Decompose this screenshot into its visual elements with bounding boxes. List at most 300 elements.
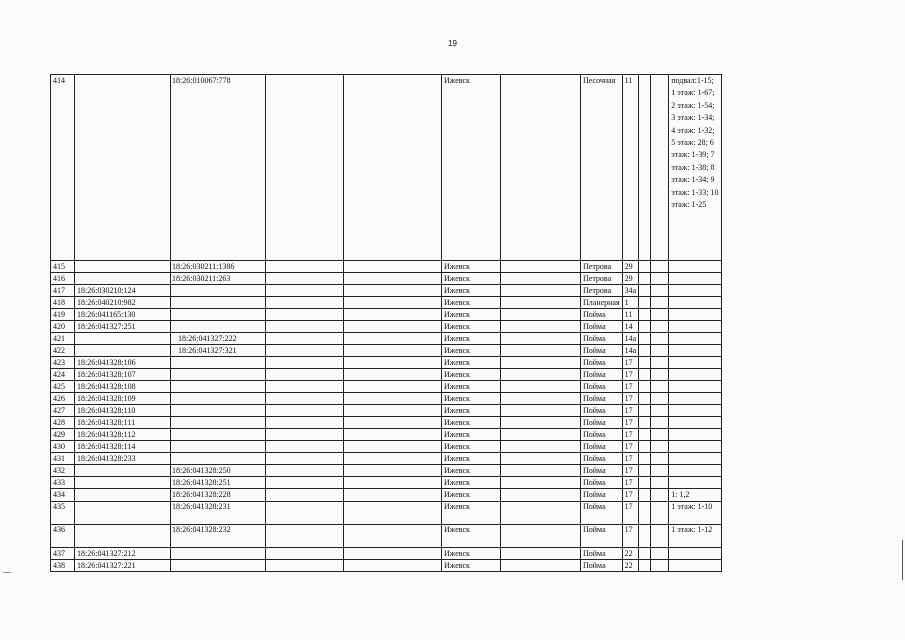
- empty-cell: [651, 417, 669, 429]
- street-cell: Пойма: [581, 548, 623, 560]
- table-row: [51, 429, 722, 441]
- cadastral-number-a-cell: 18:26:041328:107: [75, 369, 171, 381]
- empty-cell: [651, 75, 669, 261]
- cadastral-number-b-cell: [171, 321, 266, 333]
- empty-cell: [344, 453, 442, 465]
- row-number-cell: 420: [51, 321, 75, 333]
- empty-cell: [651, 477, 669, 489]
- row-number-cell: 417: [51, 285, 75, 297]
- empty-cell: [651, 393, 669, 405]
- premises-note-cell: [669, 321, 722, 333]
- empty-cell: [639, 477, 651, 489]
- empty-cell: [501, 309, 581, 321]
- table-row: [51, 405, 722, 417]
- city-cell: Ижевск: [442, 261, 501, 273]
- empty-cell: [651, 489, 669, 502]
- table-row: [51, 465, 722, 477]
- premises-note-cell: [669, 441, 722, 453]
- premises-note-cell: [669, 345, 722, 357]
- street-cell: Пойма: [581, 441, 623, 453]
- empty-cell: [266, 297, 344, 309]
- house-number-cell: 17: [622, 465, 639, 477]
- premises-note-cell: [669, 297, 722, 309]
- table-row: [51, 285, 722, 297]
- cadastral-number-a-cell: [75, 502, 171, 525]
- house-number-cell: 11: [622, 75, 639, 261]
- cadastral-number-b-cell: 18:26:030211:263: [171, 273, 266, 285]
- cadastral-number-b-cell: [171, 405, 266, 417]
- table-row: [51, 273, 722, 285]
- premises-note-cell: [669, 560, 722, 572]
- empty-cell: [501, 405, 581, 417]
- house-number-cell: 17: [622, 393, 639, 405]
- empty-cell: [639, 333, 651, 345]
- premises-note-cell: подвал:1-15; 1 этаж: 1-67; 2 этаж: 1-54; 3 этаж: 1-34; 4 этаж: 1-32; 5 этаж: 28; 6 этаж: 1-39; 7 этаж: 1-38; 8 этаж: 1-34; 9 этаж: 1-33; 10 этаж: 1-25: [669, 75, 722, 261]
- street-cell: Пойма: [581, 357, 623, 369]
- city-cell: Ижевск: [442, 548, 501, 560]
- cadastral-number-b-cell: 18:26:041328:251: [171, 477, 266, 489]
- table-row: [51, 502, 722, 525]
- table-row: [51, 525, 722, 548]
- street-cell: Пойма: [581, 393, 623, 405]
- cadastral-number-a-cell: 18:26:041327:212: [75, 548, 171, 560]
- page-number: 19: [448, 39, 457, 48]
- empty-cell: [639, 525, 651, 548]
- house-number-cell: 11: [622, 309, 639, 321]
- empty-cell: [344, 477, 442, 489]
- table-row: [51, 489, 722, 502]
- cadastral-number-a-cell: 18:26:041165:130: [75, 309, 171, 321]
- empty-cell: [344, 357, 442, 369]
- house-number-cell: 14а: [622, 333, 639, 345]
- empty-cell: [344, 489, 442, 502]
- row-number-cell: 422: [51, 345, 75, 357]
- empty-cell: [639, 309, 651, 321]
- empty-cell: [639, 369, 651, 381]
- empty-cell: [651, 441, 669, 453]
- cadastral-number-a-cell: [75, 465, 171, 477]
- empty-cell: [639, 345, 651, 357]
- cadastral-number-b-cell: 18:26:041328:232: [171, 525, 266, 548]
- street-cell: Пойма: [581, 321, 623, 333]
- empty-cell: [344, 309, 442, 321]
- empty-cell: [266, 357, 344, 369]
- cadastral-number-b-cell: 18:26:041328:250: [171, 465, 266, 477]
- city-cell: Ижевск: [442, 309, 501, 321]
- empty-cell: [639, 75, 651, 261]
- cadastral-number-a-cell: 18:26:041328:114: [75, 441, 171, 453]
- cadastral-number-a-cell: 18:26:041328:109: [75, 393, 171, 405]
- empty-cell: [651, 273, 669, 285]
- premises-note-cell: [669, 393, 722, 405]
- empty-cell: [344, 441, 442, 453]
- empty-cell: [651, 548, 669, 560]
- cadastral-number-b-cell: [171, 393, 266, 405]
- empty-cell: [501, 285, 581, 297]
- empty-cell: [501, 548, 581, 560]
- premises-note-cell: [669, 548, 722, 560]
- row-number-cell: 431: [51, 453, 75, 465]
- empty-cell: [651, 309, 669, 321]
- empty-cell: [639, 273, 651, 285]
- house-number-cell: 17: [622, 369, 639, 381]
- empty-cell: [266, 560, 344, 572]
- empty-cell: [651, 381, 669, 393]
- empty-cell: [266, 261, 344, 273]
- empty-cell: [344, 345, 442, 357]
- table-body: [51, 75, 722, 572]
- empty-cell: [501, 297, 581, 309]
- empty-cell: [501, 489, 581, 502]
- city-cell: Ижевск: [442, 405, 501, 417]
- empty-cell: [266, 502, 344, 525]
- cadastral-number-b-cell: 18:26:041327:321: [171, 345, 266, 357]
- empty-cell: [639, 489, 651, 502]
- house-number-cell: 29: [622, 273, 639, 285]
- empty-cell: [639, 261, 651, 273]
- empty-cell: [501, 429, 581, 441]
- house-number-cell: 17: [622, 429, 639, 441]
- city-cell: Ижевск: [442, 453, 501, 465]
- street-cell: Пойма: [581, 502, 623, 525]
- empty-cell: [266, 345, 344, 357]
- row-number-cell: 418: [51, 297, 75, 309]
- row-number-cell: 421: [51, 333, 75, 345]
- empty-cell: [501, 465, 581, 477]
- city-cell: Ижевск: [442, 502, 501, 525]
- cadastral-number-a-cell: 18:26:030210:124: [75, 285, 171, 297]
- empty-cell: [639, 453, 651, 465]
- row-number-cell: 435: [51, 502, 75, 525]
- row-number-cell: 433: [51, 477, 75, 489]
- cadastral-number-b-cell: [171, 297, 266, 309]
- city-cell: Ижевск: [442, 429, 501, 441]
- register-table: [50, 74, 722, 572]
- cadastral-number-b-cell: [171, 453, 266, 465]
- row-number-cell: 427: [51, 405, 75, 417]
- empty-cell: [344, 417, 442, 429]
- house-number-cell: 22: [622, 560, 639, 572]
- cadastral-number-b-cell: 18:26:030211:1386: [171, 261, 266, 273]
- scan-margin-mark: [3, 572, 11, 573]
- empty-cell: [266, 321, 344, 333]
- table-row: [51, 548, 722, 560]
- empty-cell: [501, 345, 581, 357]
- empty-cell: [266, 369, 344, 381]
- row-number-cell: 432: [51, 465, 75, 477]
- empty-cell: [501, 453, 581, 465]
- cadastral-number-b-cell: [171, 285, 266, 297]
- row-number-cell: 425: [51, 381, 75, 393]
- cadastral-number-b-cell: [171, 309, 266, 321]
- empty-cell: [344, 369, 442, 381]
- cadastral-number-a-cell: 18:26:041328:233: [75, 453, 171, 465]
- empty-cell: [501, 502, 581, 525]
- empty-cell: [266, 405, 344, 417]
- premises-note-cell: [669, 477, 722, 489]
- empty-cell: [266, 477, 344, 489]
- empty-cell: [501, 321, 581, 333]
- cadastral-number-b-cell: [171, 429, 266, 441]
- empty-cell: [639, 429, 651, 441]
- premises-note-cell: 1 этаж: 1-10: [669, 502, 722, 525]
- house-number-cell: 17: [622, 381, 639, 393]
- empty-cell: [344, 525, 442, 548]
- cadastral-number-a-cell: 18:26:041328:106: [75, 357, 171, 369]
- street-cell: Пойма: [581, 405, 623, 417]
- premises-note-cell: [669, 309, 722, 321]
- empty-cell: [344, 381, 442, 393]
- empty-cell: [651, 357, 669, 369]
- empty-cell: [501, 560, 581, 572]
- empty-cell: [501, 369, 581, 381]
- empty-cell: [639, 502, 651, 525]
- table-row: [51, 345, 722, 357]
- table-row: [51, 297, 722, 309]
- city-cell: Ижевск: [442, 489, 501, 502]
- row-number-cell: 419: [51, 309, 75, 321]
- table-row: [51, 333, 722, 345]
- empty-cell: [501, 261, 581, 273]
- premises-note-cell: [669, 369, 722, 381]
- row-number-cell: 436: [51, 525, 75, 548]
- cadastral-number-a-cell: [75, 273, 171, 285]
- empty-cell: [651, 405, 669, 417]
- empty-cell: [639, 357, 651, 369]
- city-cell: Ижевск: [442, 441, 501, 453]
- empty-cell: [344, 393, 442, 405]
- empty-cell: [651, 429, 669, 441]
- cadastral-number-a-cell: [75, 333, 171, 345]
- empty-cell: [344, 333, 442, 345]
- house-number-cell: 17: [622, 477, 639, 489]
- empty-cell: [266, 465, 344, 477]
- premises-note-cell: [669, 405, 722, 417]
- empty-cell: [501, 381, 581, 393]
- row-number-cell: 424: [51, 369, 75, 381]
- empty-cell: [266, 273, 344, 285]
- row-number-cell: 426: [51, 393, 75, 405]
- empty-cell: [344, 429, 442, 441]
- cadastral-number-a-cell: 18:26:041328:108: [75, 381, 171, 393]
- cadastral-number-a-cell: [75, 75, 171, 261]
- table-row: [51, 75, 722, 261]
- table-row: [51, 441, 722, 453]
- house-number-cell: 17: [622, 405, 639, 417]
- house-number-cell: 22: [622, 548, 639, 560]
- empty-cell: [266, 548, 344, 560]
- premises-note-cell: [669, 273, 722, 285]
- empty-cell: [639, 381, 651, 393]
- city-cell: Ижевск: [442, 525, 501, 548]
- cadastral-number-b-cell: [171, 417, 266, 429]
- empty-cell: [651, 285, 669, 297]
- city-cell: Ижевск: [442, 417, 501, 429]
- house-number-cell: 34а: [622, 285, 639, 297]
- cadastral-number-b-cell: [171, 357, 266, 369]
- empty-cell: [501, 477, 581, 489]
- empty-cell: [266, 333, 344, 345]
- premises-note-cell: [669, 357, 722, 369]
- empty-cell: [651, 453, 669, 465]
- street-cell: Пойма: [581, 489, 623, 502]
- row-number-cell: 438: [51, 560, 75, 572]
- empty-cell: [266, 441, 344, 453]
- empty-cell: [344, 297, 442, 309]
- empty-cell: [266, 75, 344, 261]
- house-number-cell: 17: [622, 525, 639, 548]
- empty-cell: [639, 297, 651, 309]
- cadastral-number-b-cell: [171, 548, 266, 560]
- empty-cell: [651, 333, 669, 345]
- empty-cell: [651, 465, 669, 477]
- city-cell: Ижевск: [442, 333, 501, 345]
- premises-note-cell: 1: 1,2: [669, 489, 722, 502]
- city-cell: Ижевск: [442, 273, 501, 285]
- street-cell: Пойма: [581, 429, 623, 441]
- empty-cell: [651, 560, 669, 572]
- empty-cell: [266, 309, 344, 321]
- empty-cell: [266, 393, 344, 405]
- house-number-cell: 17: [622, 502, 639, 525]
- premises-note-cell: [669, 285, 722, 297]
- table-row: [51, 393, 722, 405]
- premises-note-cell: [669, 261, 722, 273]
- street-cell: Пойма: [581, 465, 623, 477]
- empty-cell: [651, 369, 669, 381]
- row-number-cell: 416: [51, 273, 75, 285]
- empty-cell: [651, 525, 669, 548]
- empty-cell: [266, 525, 344, 548]
- empty-cell: [639, 285, 651, 297]
- empty-cell: [639, 417, 651, 429]
- empty-cell: [344, 560, 442, 572]
- table-row: [51, 261, 722, 273]
- empty-cell: [639, 465, 651, 477]
- table-row: [51, 369, 722, 381]
- empty-cell: [651, 345, 669, 357]
- city-cell: Ижевск: [442, 465, 501, 477]
- cadastral-number-a-cell: 18:26:041328:110: [75, 405, 171, 417]
- house-number-cell: 14: [622, 321, 639, 333]
- empty-cell: [639, 405, 651, 417]
- cadastral-number-a-cell: [75, 489, 171, 502]
- scan-edge-mark: [902, 540, 903, 580]
- row-number-cell: 415: [51, 261, 75, 273]
- empty-cell: [501, 441, 581, 453]
- empty-cell: [344, 502, 442, 525]
- city-cell: Ижевск: [442, 369, 501, 381]
- empty-cell: [651, 321, 669, 333]
- house-number-cell: 1: [622, 297, 639, 309]
- empty-cell: [344, 273, 442, 285]
- street-cell: Пойма: [581, 453, 623, 465]
- city-cell: Ижевск: [442, 321, 501, 333]
- house-number-cell: 17: [622, 441, 639, 453]
- empty-cell: [651, 502, 669, 525]
- row-number-cell: 423: [51, 357, 75, 369]
- table-row: [51, 453, 722, 465]
- premises-note-cell: 1 этаж: 1-12: [669, 525, 722, 548]
- cadastral-number-b-cell: [171, 381, 266, 393]
- house-number-cell: 17: [622, 357, 639, 369]
- empty-cell: [501, 357, 581, 369]
- empty-cell: [639, 441, 651, 453]
- street-cell: Пойма: [581, 525, 623, 548]
- table-row: [51, 560, 722, 572]
- empty-cell: [639, 548, 651, 560]
- city-cell: Ижевск: [442, 75, 501, 261]
- empty-cell: [501, 417, 581, 429]
- cadastral-number-a-cell: 18:26:041328:111: [75, 417, 171, 429]
- house-number-cell: 29: [622, 261, 639, 273]
- cadastral-number-b-cell: 18:26:041327:222: [171, 333, 266, 345]
- row-number-cell: 428: [51, 417, 75, 429]
- street-cell: Песочная: [581, 75, 623, 261]
- empty-cell: [344, 261, 442, 273]
- cadastral-number-b-cell: [171, 560, 266, 572]
- empty-cell: [344, 285, 442, 297]
- city-cell: Ижевск: [442, 381, 501, 393]
- table-row: [51, 417, 722, 429]
- cadastral-number-a-cell: [75, 525, 171, 548]
- empty-cell: [344, 75, 442, 261]
- city-cell: Ижевск: [442, 345, 501, 357]
- house-number-cell: 17: [622, 417, 639, 429]
- premises-note-cell: [669, 417, 722, 429]
- empty-cell: [266, 381, 344, 393]
- cadastral-number-a-cell: [75, 345, 171, 357]
- house-number-cell: 14а: [622, 345, 639, 357]
- street-cell: Пойма: [581, 345, 623, 357]
- empty-cell: [651, 261, 669, 273]
- empty-cell: [266, 489, 344, 502]
- empty-cell: [501, 333, 581, 345]
- street-cell: Пойма: [581, 309, 623, 321]
- row-number-cell: 434: [51, 489, 75, 502]
- empty-cell: [501, 273, 581, 285]
- cadastral-number-b-cell: 18:26:041328:231: [171, 502, 266, 525]
- premises-note-cell: [669, 381, 722, 393]
- table-row: [51, 477, 722, 489]
- empty-cell: [344, 405, 442, 417]
- street-cell: Петрова: [581, 273, 623, 285]
- row-number-cell: 414: [51, 75, 75, 261]
- cadastral-number-a-cell: 18:26:041328:112: [75, 429, 171, 441]
- city-cell: Ижевск: [442, 297, 501, 309]
- row-number-cell: 430: [51, 441, 75, 453]
- premises-note-cell: [669, 333, 722, 345]
- row-number-cell: 437: [51, 548, 75, 560]
- cadastral-number-a-cell: 18:26:040210:982: [75, 297, 171, 309]
- empty-cell: [266, 429, 344, 441]
- city-cell: Ижевск: [442, 285, 501, 297]
- table-row: [51, 321, 722, 333]
- cadastral-number-b-cell: [171, 441, 266, 453]
- street-cell: Планерная: [581, 297, 623, 309]
- empty-cell: [344, 465, 442, 477]
- house-number-cell: 17: [622, 453, 639, 465]
- city-cell: Ижевск: [442, 477, 501, 489]
- city-cell: Ижевск: [442, 560, 501, 572]
- premises-note-cell: [669, 465, 722, 477]
- city-cell: Ижевск: [442, 393, 501, 405]
- street-cell: Пойма: [581, 417, 623, 429]
- street-cell: Пойма: [581, 369, 623, 381]
- table-row: [51, 381, 722, 393]
- table-row: [51, 309, 722, 321]
- empty-cell: [639, 560, 651, 572]
